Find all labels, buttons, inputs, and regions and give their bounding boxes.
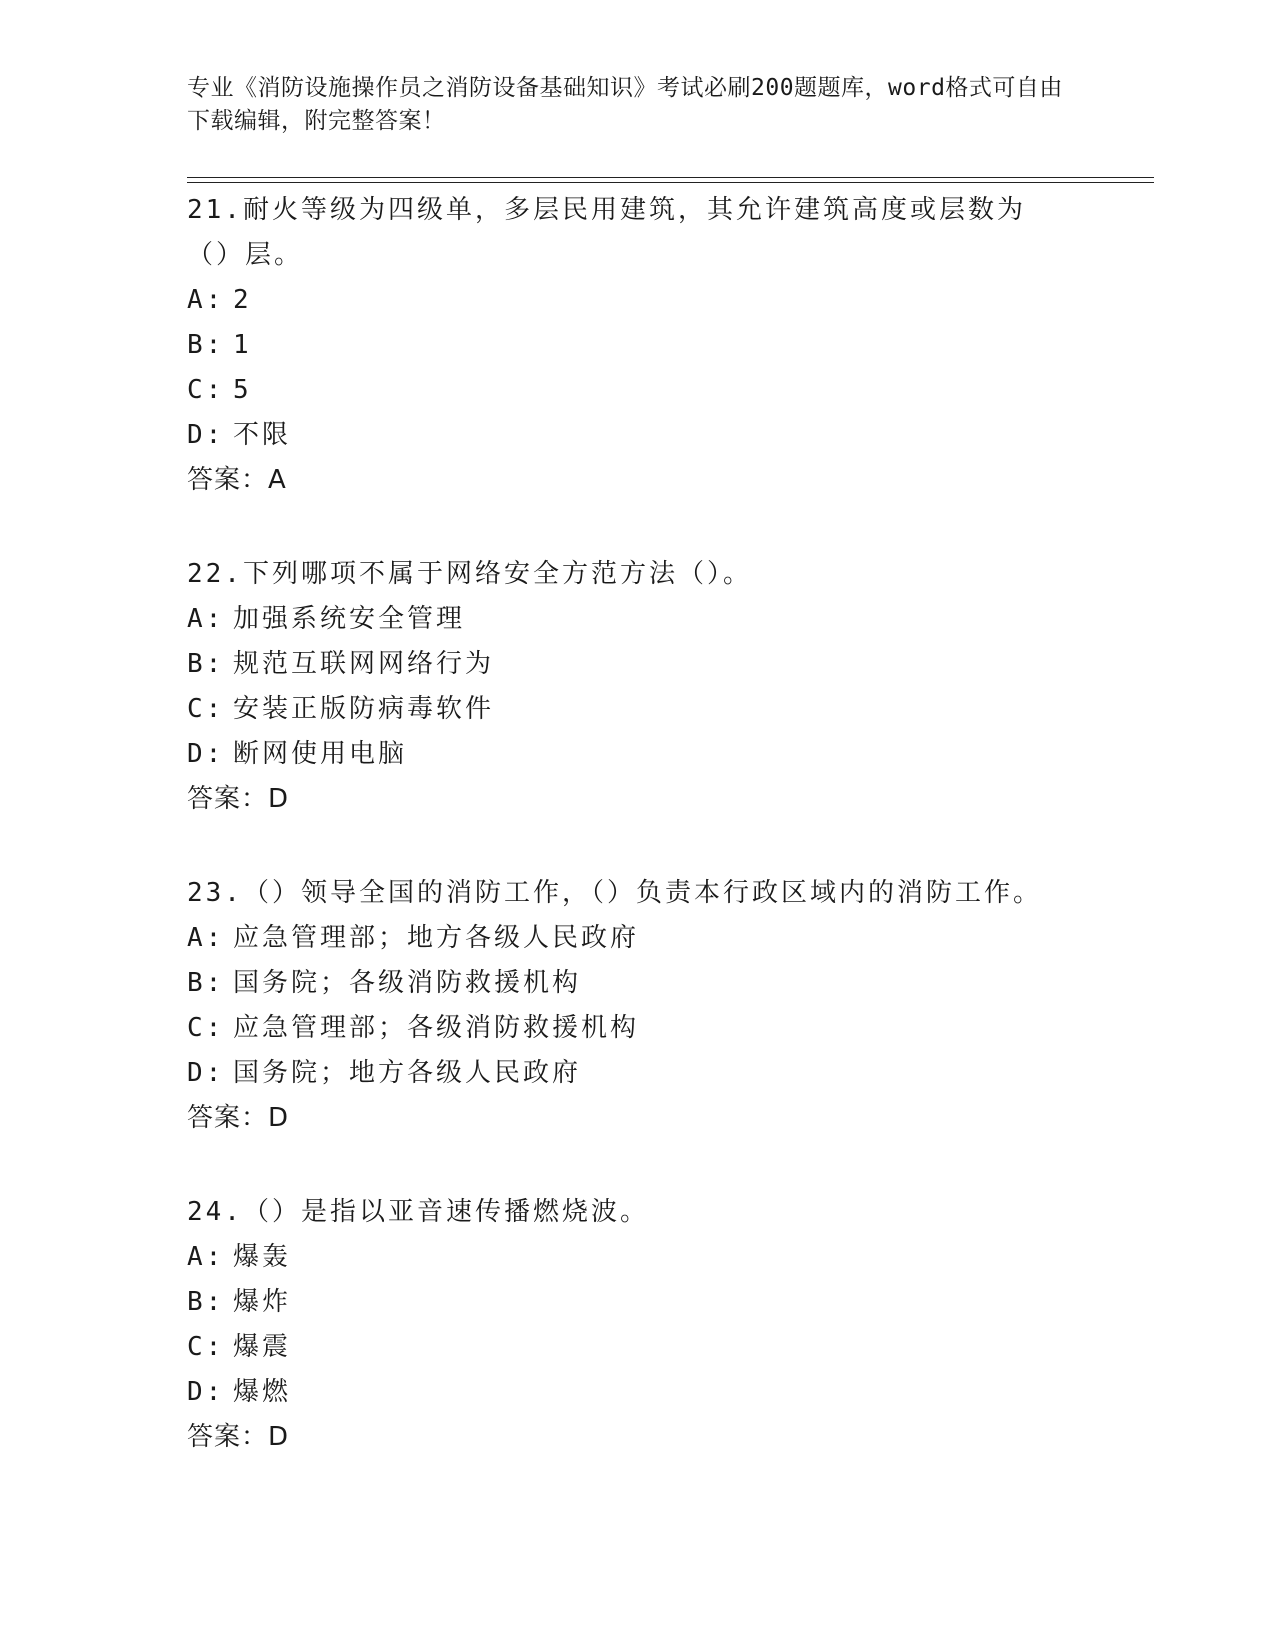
document-header: 专业《消防设施操作员之消防设备基础知识》考试必刷200题题库，word格式可自由下载编辑，附完整答案！ <box>187 75 1063 134</box>
option-a <box>187 597 1087 642</box>
question-stem: 21.耐火等级为四级单，多层民用建筑，其允许建筑高度或层数为（）层。 <box>187 195 1026 270</box>
option-text: 不限 <box>233 420 292 450</box>
option-letter: B: <box>187 330 225 360</box>
option-letter: A: <box>187 1242 225 1272</box>
option-letter: A: <box>187 285 225 315</box>
option-text: 5 <box>233 375 252 405</box>
option-d <box>187 413 1087 458</box>
option-c <box>187 1325 1087 1370</box>
option-letter: B: <box>187 649 225 679</box>
option-text: 爆炸 <box>233 1287 292 1317</box>
answer-line: 答案：D <box>187 784 290 814</box>
answer-line: 答案：D <box>187 1103 290 1133</box>
question-24 <box>187 1190 1087 1460</box>
option-c <box>187 368 1087 413</box>
question-22 <box>187 552 1087 822</box>
option-text: 国务院；各级消防救援机构 <box>233 968 582 998</box>
option-text: 应急管理部；地方各级人民政府 <box>233 923 640 953</box>
option-text: 1 <box>233 330 252 360</box>
option-letter: A: <box>187 604 225 634</box>
option-letter: C: <box>187 375 225 405</box>
option-b <box>187 961 1087 1006</box>
option-text: 断网使用电脑 <box>233 739 408 769</box>
option-letter: D: <box>187 739 225 769</box>
header-divider-bottom <box>187 182 1154 183</box>
option-text: 2 <box>233 285 252 315</box>
option-letter: A: <box>187 923 225 953</box>
option-a <box>187 278 1087 323</box>
option-c <box>187 1006 1087 1051</box>
option-d <box>187 1051 1087 1096</box>
option-text: 国务院；地方各级人民政府 <box>233 1058 582 1088</box>
answer-line: 答案：D <box>187 1422 290 1452</box>
option-letter: B: <box>187 968 225 998</box>
question-23 <box>187 871 1087 1141</box>
option-letter: D: <box>187 1377 225 1407</box>
header-divider-top <box>187 177 1154 178</box>
option-text: 爆轰 <box>233 1242 292 1272</box>
option-letter: C: <box>187 1332 225 1362</box>
option-a <box>187 1235 1087 1280</box>
option-letter: D: <box>187 1058 225 1088</box>
question-21 <box>187 188 1087 503</box>
option-d <box>187 1370 1087 1415</box>
option-text: 规范互联网网络行为 <box>233 649 495 679</box>
option-letter: C: <box>187 1013 225 1043</box>
option-letter: C: <box>187 694 225 724</box>
option-a <box>187 916 1087 961</box>
option-b <box>187 642 1087 687</box>
option-b <box>187 323 1087 368</box>
option-text: 应急管理部；各级消防救援机构 <box>233 1013 640 1043</box>
option-text: 安装正版防病毒软件 <box>233 694 495 724</box>
option-b <box>187 1280 1087 1325</box>
option-d <box>187 732 1087 777</box>
question-stem: 24.（）是指以亚音速传播燃烧波。 <box>187 1197 649 1227</box>
question-stem: 22.下列哪项不属于网络安全方范方法（）。 <box>187 559 752 589</box>
answer-line: 答案：A <box>187 465 287 495</box>
option-text: 爆震 <box>233 1332 292 1362</box>
option-text: 爆燃 <box>233 1377 292 1407</box>
option-c <box>187 687 1087 732</box>
option-letter: B: <box>187 1287 225 1317</box>
option-text: 加强系统安全管理 <box>233 604 466 634</box>
option-letter: D: <box>187 420 225 450</box>
question-stem: 23.（）领导全国的消防工作，（）负责本行政区域内的消防工作。 <box>187 878 1042 908</box>
